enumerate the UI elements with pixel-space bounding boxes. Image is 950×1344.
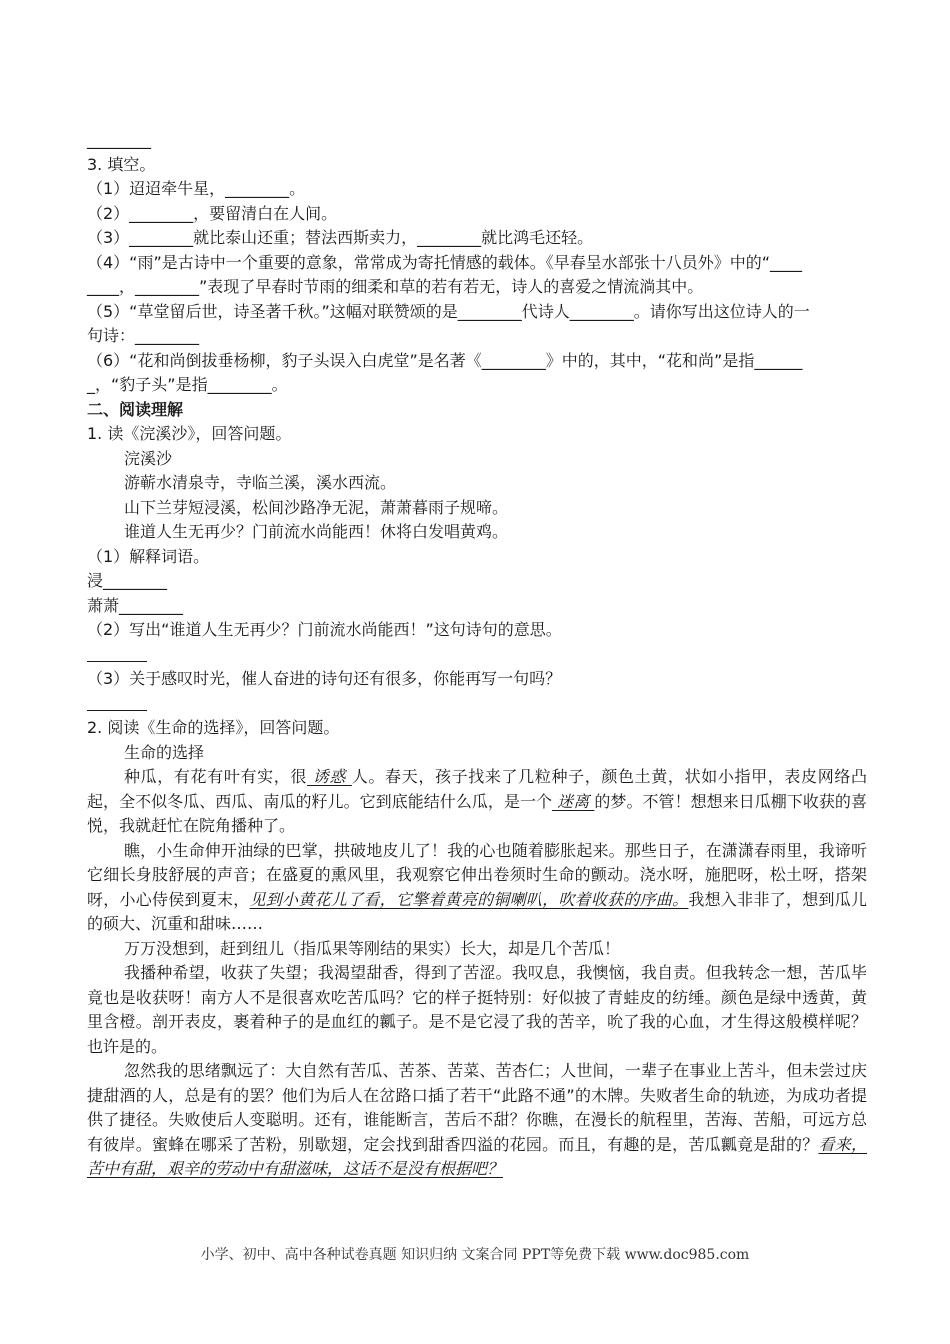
reading-q1-heading: 1. 读《浣溪沙》，回答问题。 [87,424,292,443]
poem-line-1: 游蕲水清泉寺，寺临兰溪，溪水西流。 [124,473,397,492]
underlined-sentence: 见到小黄花儿了看，它擎着黄亮的铜喇叭，吹着收获的序曲。 [249,889,689,909]
reading-q2-heading: 2. 阅读《生命的选择》，回答问题。 [87,718,340,737]
article-paragraph-1: 种瓜，有花有叶有实，很 诱惑 人。春天，孩子找来了几粒种子，颜色土黄，状如小指甲，表皮网络凸起，全不似冬瓜、西瓜、南瓜的籽儿。它到底能结什么瓜，是一个 迷离 的梦。不管！想想来日瓜棚下收获的喜悦，我就赶忙在院角播种了。 [87,767,867,835]
article-paragraph-3: 万万没想到，赶到纽儿（指瓜果等刚结的果实）长大，却是几个苦瓜！ [124,938,621,958]
q3-heading: 3. 填空。 [87,154,156,174]
q3-item-1: （1）迢迢牵牛星，________。 [87,179,306,198]
top-blank: ________ [87,130,151,149]
poem-line-3: 谁道人生无再少？门前流水尚能西！休将白发唱黄鸡。 [124,522,509,541]
underlined-sentence: 看来，苦中有甜，艰辛的劳动中有甜滋味，这话不是没有根据吧？ [87,1134,867,1178]
q3-item-6: （6）“花和尚倒拔垂杨柳，豹子头误入白虎堂”是名著《________》中的，其中，“花和尚”是指______ [87,350,803,370]
article-paragraph-2: 瞧，小生命伸开油绿的巴掌，拱破地皮儿了！我的心也随着膨胀起来。那些日子，在潇潇春雨里，我谛听它细长身肢舒展的声音；在盛夏的熏风里，我观察它伸出卷须时生命的颤动。浇水呀，施肥呀，松土呀，搭架呀，小心侍侯到夏末，见到小黄花儿了看，它擎着黄亮的铜喇叭，吹着收获的序曲。我想入非非了，想到瓜儿的硕大、沉重和甜味…… [87,840,867,933]
q3-item-2: （2）________，要留清白在人间。 [87,203,338,223]
underlined-word: 诱惑 [307,767,352,786]
document-page [87,128,867,1182]
q3-item-6-cont: _，“豹子头”是指________。 [87,375,288,394]
q3-item-5-cont: 句诗：________ [87,326,200,345]
q3-item-4-cont: ____，________”表现了早春时节雨的细柔和草的若有若无，诗人的喜爱之情流淌其中。 [87,277,704,296]
article-paragraph-5: 忽然我的思绪飘远了：大自然有苦瓜、苦茶、苦菜、苦杏仁；人世间，一辈子在事业上苦斗，但未尝过庆捷甜酒的人，总是有的罢？他们为后人在岔路口插了若干“此路不通”的木牌。失败者生命的轨迹，为成功者提供了捷径。失败使后人变聪明。还有，谁能断言，苦后不甜？你瞧，在漫长的航程里，苦海、苦船，可远方总有彼岸。蜜蜂在哪采了苦粉，别歇翅，定会找到甜香四溢的花园。而且，有趣的是，苦瓜瓤竟是甜的？看来，苦中有甜，艰辛的劳动中有甜滋味，这话不是没有根据吧？ [87,1061,867,1178]
q1-sub-1: （1）解释词语。 [87,546,210,566]
poem-line-2: 山下兰芽短浸溪，松间沙路净无泥，萧萧暮雨子规啼。 [124,497,509,517]
q1-sub-3: （3）关于感叹时光，催人奋进的诗句还有很多，你能再写一句吗？ [87,669,562,688]
word-jin: 浸________ [87,571,168,590]
word-xiaoxiao: 萧萧________ [87,595,184,615]
poem-title: 浣溪沙 [124,448,173,468]
answer-line [87,643,867,668]
page-footer: 小学、初中、高中各种试卷真题 知识归纳 文案合同 PPT等免费下载 www.doc985.com [200,1247,750,1263]
answer-line [87,692,867,717]
q3-item-4: （4）“雨”是古诗中一个重要的意象，常常成为寄托情感的载体。《早春呈水部张十八员外》中的“____ [87,252,803,272]
article-title: 生命的选择 [124,742,205,762]
section-heading: 二、阅读理解 [87,399,184,419]
q3-item-3: （3）________就比泰山还重；替法西斯卖力，________就比鸿毛还轻。 [87,228,594,247]
underlined-word: 迷离 [552,791,595,811]
q3-item-5: （5）“草堂留后世，诗圣著千秋。”这幅对联赞颂的是________代诗人________。请你写出这位诗人的一 [87,301,810,321]
article-paragraph-4: 我播种希望，收获了失望；我渴望甜香，得到了苦涩。我叹息，我懊恼，我自责。但我转念一想，苦瓜毕竟也是收获呀！南方人不是很喜欢吃苦瓜吗？它的样子挺特别：好似披了青蛙皮的纺缍。颜色是绿中透黄，黄里含橙。剖开表皮，裹着种子的是血红的瓤子。是不是它浸了我的苦辛，吮了我的心血，才生得这般模样呢？也许是的。 [87,963,867,1056]
q1-sub-2: （2）写出“谁道人生无再少？门前流水尚能西！”这句诗句的意思。 [87,620,562,639]
